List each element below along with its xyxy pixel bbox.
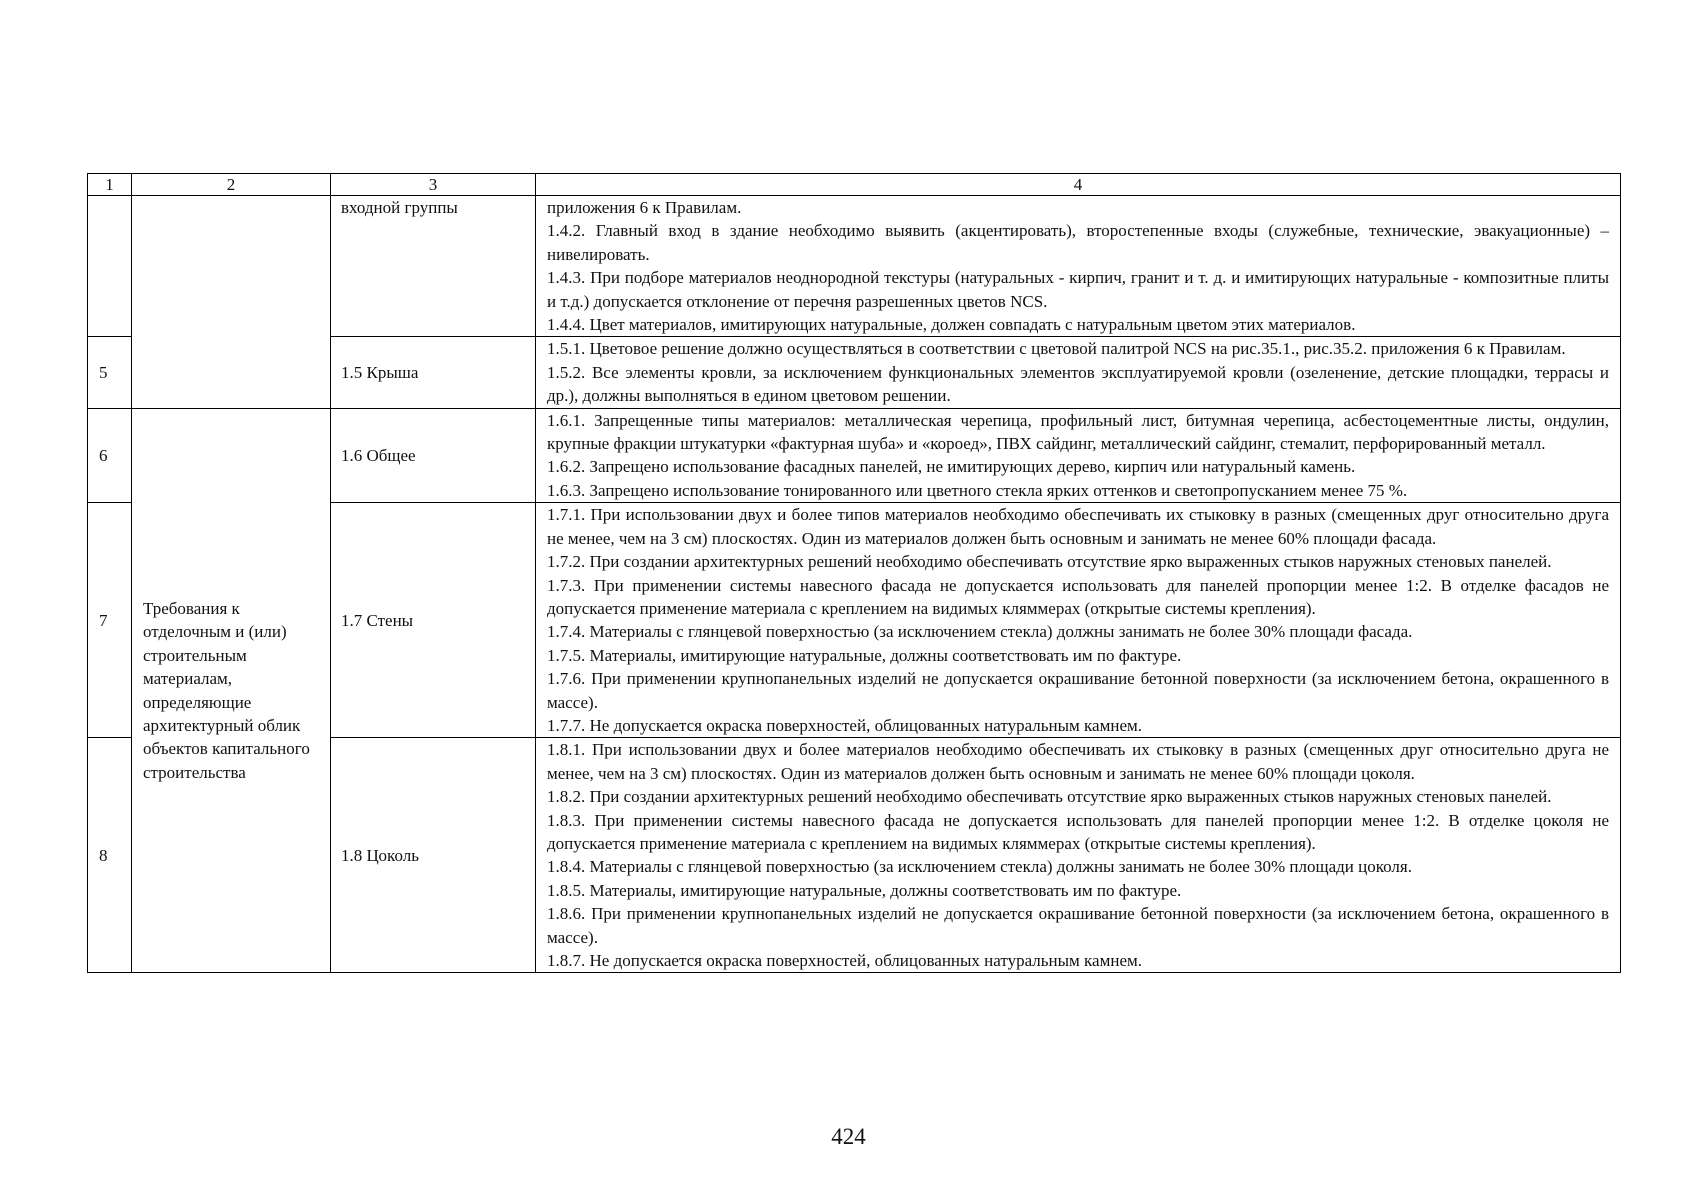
paragraph: 1.4.3. При подборе материалов неоднородной текстуры (натуральных - кирпич, гранит и т. д. и имитирующих натуральные - композитные плиты и т.д.) допускается отклонение от перечня разрешенных цветов NCS. bbox=[547, 268, 1609, 311]
subsection-cell: 1.8 Цоколь bbox=[331, 738, 536, 973]
paragraph: 1.8.6. При применении крупнопанельных изделий не допускается окрашивание бетонной поверхности (за исключением бетона, окрашенного в массе). bbox=[547, 904, 1609, 947]
paragraph: 1.7.3. При применении системы навесного фасада не допускается использовать для панелей пропорции менее 1:2. В отделке фасадов не допускается применение материала с креплением на видимых кляммерах (открытые системы крепления). bbox=[547, 575, 1609, 618]
section-cell: Требования к отделочным и (или) строительным материалам, определяющие архитектурный облик объектов капитального строительства bbox=[132, 408, 331, 973]
requirements-text-cell bbox=[536, 738, 1621, 973]
paragraph: 1.7.2. При создании архитектурных решений необходимо обеспечивать отсутствие ярко выраженных стыков наружных стеновых панелей. bbox=[547, 552, 1552, 572]
paragraph: 1.7.4. Материалы с глянцевой поверхностью (за исключением стекла) должны занимать не более 30% площади фасада. bbox=[547, 622, 1413, 642]
paragraph: 1.8.1. При использовании двух и более материалов необходимо обеспечивать их стыковку в разных (смещенных друг относительно друга не менее, чем на 3 см) плоскостях. Один из материалов должен быть основным и занимать не менее 60% площади цоколя. bbox=[547, 740, 1609, 783]
requirements-text-cell bbox=[536, 337, 1621, 408]
row-number: 5 bbox=[88, 337, 132, 408]
table-row bbox=[88, 196, 1621, 337]
paragraph: 1.6.1. Запрещенные типы материалов: металлическая черепица, профильный лист, битумная черепица, асбестоцементные листы, ондулин, крупные фракции штукатурки «фактурная шуба» и «короед», ПВХ сайдинг, металлический сайдинг, стемалит, перфорированный металл. bbox=[547, 410, 1609, 454]
subsection-cell: 1.7 Стены bbox=[331, 503, 536, 738]
paragraph: 1.7.6. При применении крупнопанельных изделий не допускается окрашивание бетонной поверхности (за исключением бетона, окрашенного в массе). bbox=[547, 669, 1609, 712]
paragraph: 1.5.1. Цветовое решение должно осуществляться в соответствии с цветовой палитрой NCS на рис.35.1., рис.35.2. приложения 6 к Правилам. bbox=[547, 339, 1566, 359]
paragraph: приложения 6 к Правилам. bbox=[547, 198, 742, 217]
subsection-cell: 1.6 Общее bbox=[331, 408, 536, 503]
paragraph: 1.5.2. Все элементы кровли, за исключением функциональных элементов эксплуатируемой кровли (озеленение, детские площадки, террасы и др.), должны выполняться в едином цветовом решении. bbox=[547, 362, 1609, 406]
paragraph: 1.7.7. Не допускается окраска поверхностей, облицованных натуральным камнем. bbox=[547, 715, 1143, 735]
paragraph: 1.8.4. Материалы с глянцевой поверхностью (за исключением стекла) должны занимать не более 30% площади цоколя. bbox=[547, 857, 1412, 877]
requirements-table bbox=[87, 173, 1621, 973]
paragraph: 1.4.4. Цвет материалов, имитирующих натуральные, должен совпадать с натуральным цветом этих материалов. bbox=[547, 315, 1356, 335]
paragraph: 1.7.5. Материалы, имитирующие натуральные, должны соответствовать им по фактуре. bbox=[547, 645, 1182, 665]
row-number: 8 bbox=[88, 738, 132, 973]
requirements-text-cell bbox=[536, 196, 1621, 337]
requirements-text-cell bbox=[536, 408, 1621, 503]
paragraph: 1.7.1. При использовании двух и более типов материалов необходимо обеспечивать их стыковку в разных (смещенных друг относительно друга не менее, чем на 3 см) плоскостях. Один из материалов должен быть основным и занимать не менее 60% площади фасада. bbox=[547, 505, 1609, 548]
paragraph: 1.8.2. При создании архитектурных решений необходимо обеспечивать отсутствие ярко выраженных стыков наружных стеновых панелей. bbox=[547, 787, 1552, 807]
table-row bbox=[88, 408, 1621, 503]
header-cell-2: 2 bbox=[132, 174, 331, 196]
paragraph: 1.8.5. Материалы, имитирующие натуральные, должны соответствовать им по фактуре. bbox=[547, 880, 1182, 900]
header-cell-4: 4 bbox=[536, 174, 1621, 196]
row-number bbox=[88, 196, 132, 337]
section-cell-empty bbox=[132, 196, 331, 409]
subsection-cell: входной группы bbox=[331, 196, 536, 337]
paragraph: 1.8.3. При применении системы навесного фасада не допускается использовать для панелей пропорции менее 1:2. В отделке цоколя не допускается применение материала с креплением на видимых кляммерах (открытые системы крепления). bbox=[547, 810, 1609, 853]
requirements-text-cell bbox=[536, 503, 1621, 738]
header-cell-3: 3 bbox=[331, 174, 536, 196]
paragraph: 1.8.7. Не допускается окраска поверхностей, облицованных натуральным камнем. bbox=[547, 951, 1143, 970]
row-number: 6 bbox=[88, 408, 132, 503]
subsection-cell: 1.5 Крыша bbox=[331, 337, 536, 408]
row-number: 7 bbox=[88, 503, 132, 738]
page-number: 424 bbox=[831, 1124, 866, 1149]
paragraph: 1.6.3. Запрещено использование тонированного или цветного стекла ярких оттенков и светопропусканием менее 75 %. bbox=[547, 480, 1408, 500]
paragraph: 1.6.2. Запрещено использование фасадных панелей, не имитирующих дерево, кирпич или натуральный камень. bbox=[547, 457, 1356, 477]
paragraph: 1.4.2. Главный вход в здание необходимо выявить (акцентировать), второстепенные входы (служебные, технические, эвакуационные) – нивелировать. bbox=[547, 221, 1609, 264]
header-cell-1: 1 bbox=[88, 174, 132, 196]
table-header-row bbox=[88, 174, 1621, 196]
